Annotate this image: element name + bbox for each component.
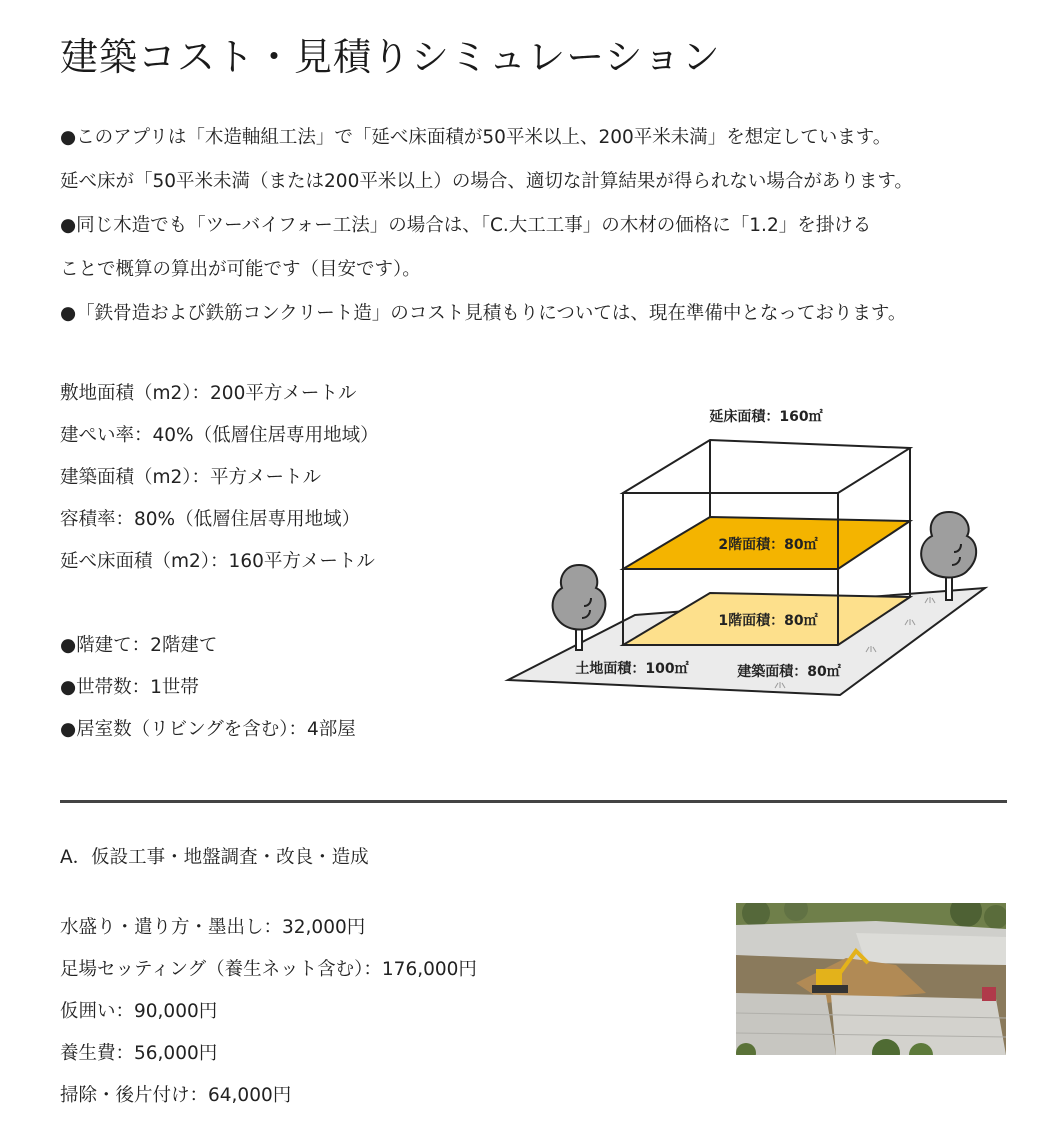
building-area-text: 建築面積（m2）：平方メートル	[60, 467, 322, 488]
cost-item: 養生費：56,000円	[60, 1043, 218, 1064]
intro-line: ことで概算の算出が可能です（目安です）。	[60, 259, 421, 280]
land-area-label: 土地面積：100㎡	[575, 661, 689, 677]
site-area-text: 敷地面積（m2）：200平方メートル	[60, 383, 357, 404]
cost-item: 掃除・後片付け：64,000円	[60, 1085, 292, 1106]
stories-text: ●階建て：2階建て	[60, 635, 218, 656]
intro-line: ●同じ木造でも「ツーバイフォー工法」の場合は、「C.大工工事」の木材の価格に「1.2」を掛ける	[60, 215, 872, 236]
floor-area-ratio-text: 容積率：80%（低層住居専用地域）	[60, 509, 361, 530]
cost-item: 仮囲い：90,000円	[60, 1001, 218, 1022]
construction-site-photo	[736, 903, 1006, 1055]
households-text: ●世帯数：1世帯	[60, 677, 199, 698]
building-area-label: 建築面積：80㎡	[737, 664, 841, 680]
floor-area-diagram	[500, 400, 1000, 705]
intro-notes	[60, 120, 1050, 340]
section-divider	[60, 800, 1007, 803]
floor1-area-label: 1階面積：80㎡	[718, 613, 818, 629]
page-title: 建築コスト・見積りシミュレーション	[60, 35, 721, 79]
total-floor-area-text: 延べ床面積（m2）：160平方メートル	[60, 551, 375, 572]
intro-line: ●このアプリは「木造軸組工法」で「延べ床面積が50平米以上、200平米未満」を想定しています。	[60, 127, 892, 148]
cost-item: 水盛り・遣り方・墨出し：32,000円	[60, 917, 366, 938]
coverage-ratio-text: 建ぺい率：40%（低層住居専用地域）	[60, 425, 379, 446]
tree-right-crown	[921, 512, 976, 578]
floor2-area-label: 2階面積：80㎡	[718, 537, 818, 553]
cost-item: 足場セッティング（養生ネット含む）：176,000円	[60, 959, 477, 980]
building-specs	[60, 376, 379, 754]
rooms-text: ●居室数（リビングを含む）：4部屋	[60, 719, 356, 740]
section-a-cost-list	[60, 910, 477, 1120]
total-floor-area-label: 延床面積：160㎡	[709, 409, 823, 425]
tree-left-crown	[553, 565, 606, 630]
section-a-title: A．仮設工事・地盤調査・改良・造成	[60, 847, 369, 868]
intro-line: 延べ床が「50平米未満（または200平米以上）の場合、適切な計算結果が得られない場合があります。	[60, 171, 913, 192]
intro-line: ●「鉄骨造および鉄筋コンクリート造」のコスト見積もりについては、現在準備中となっております。	[60, 303, 907, 324]
tree-right	[921, 512, 976, 600]
